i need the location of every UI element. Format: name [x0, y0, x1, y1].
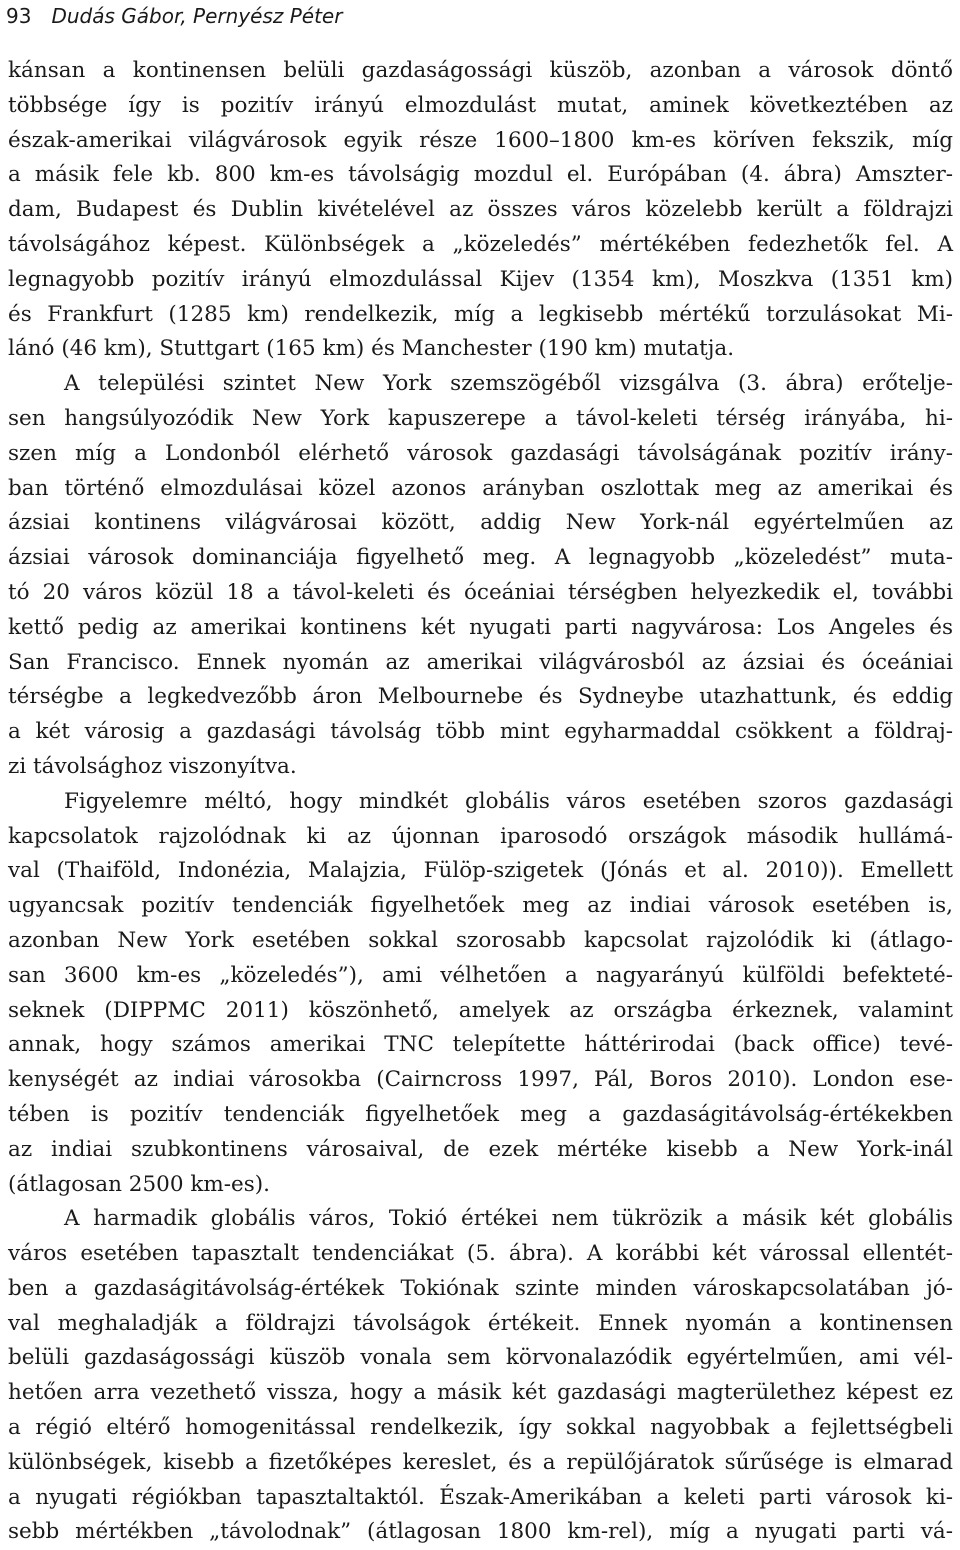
- text-line: a két városig a gazdasági távolság több mint egyharmaddal csökkent a földraj-: [8, 719, 953, 745]
- body-text: [8, 54, 953, 1550]
- text-line: észak-amerikai világvárosok egyik része 1600–1800 km-es köríven fekszik, míg: [8, 127, 953, 153]
- text-line: legnagyobb pozitív irányú elmozdulással Kijev (1354 km), Moszkva (1351 km): [8, 266, 953, 292]
- text-line: kapcsolatok rajzolódnak ki az újonnan iparosodó országok második hullámá-: [8, 823, 953, 849]
- text-line: ban történő elmozdulásai közel azonos arányban oszlottak meg az amerikai és: [8, 475, 953, 501]
- text-line: dam, Budapest és Dublin kivételével az összes város közelebb került a földrajzi: [8, 197, 953, 223]
- text-line: A harmadik globális város, Tokió értékei nem tükrözik a másik két globális: [64, 1206, 953, 1232]
- text-line: zi távolsághoz viszonyítva.: [8, 753, 297, 779]
- page-header: [6, 2, 342, 30]
- text-line: annak, hogy számos amerikai TNC telepítette háttérirodai (back office) tevé-: [8, 1032, 953, 1058]
- text-line: (átlagosan 2500 km-es).: [8, 1171, 270, 1197]
- text-line: a régió eltérő homogenitással rendelkezik, így sokkal nagyobbak a fejlettségbeli: [8, 1415, 953, 1441]
- text-line: kánsan a kontinensen belüli gazdaságossági küszöb, azonban a városok döntő: [8, 58, 953, 83]
- text-line: sen hangsúlyozódik New York kapuszerepe a távol-keleti térség irányába, hi-: [8, 405, 953, 431]
- text-line: város esetében tapasztalt tendenciákat (5. ábra). A korábbi két várossal ellentét-: [8, 1241, 953, 1267]
- running-head-authors: Dudás Gábor, Pernyész Péter: [51, 4, 343, 28]
- text-line: San Francisco. Ennek nyomán az amerikai világvárosból az ázsiai és óceániai: [8, 649, 953, 675]
- text-line: A települési szintet New York szemszögéből vizsgálva (3. ábra) erőtelje-: [64, 371, 953, 397]
- text-line: Figyelemre méltó, hogy mindkét globális város esetében szoros gazdasági: [64, 788, 953, 814]
- text-line: térségbe a legkedvezőbb áron Melbournebe és Sydneybe utazhattunk, és eddig: [8, 684, 953, 710]
- text-line: san 3600 km-es „közeledés”), ami vélhetően a nagyarányú külföldi befekteté-: [8, 962, 953, 988]
- text-line: kettő pedig az amerikai kontinens két nyugati parti nagyvárosa: Los Angeles és: [8, 614, 953, 640]
- text-line: sebb mértékben „távolodnak” (átlagosan 1800 km-rel), míg a nyugati parti vá-: [8, 1519, 953, 1545]
- text-line: val meghaladják a földrajzi távolságok értékeit. Ennek nyomán a kontinensen: [8, 1310, 953, 1336]
- text-line: a nyugati régiókban tapasztaltaktól. Észak-Amerikában a keleti parti városok ki-: [8, 1484, 953, 1510]
- text-line: különbségek, kisebb a fizetőképes kereslet, és a repülőjáratok sűrűsége is elmarad: [8, 1449, 953, 1475]
- text-line: tó 20 város közül 18 a távol-keleti és óceániai térségben helyezkedik el, további: [8, 579, 953, 605]
- text-line: ben a gazdaságitávolság-értékek Tokiónak szinte minden városkapcsolatában jó-: [8, 1275, 953, 1301]
- text-line: szen míg a Londonból elérhető városok gazdasági távolságának pozitív irány-: [8, 440, 953, 466]
- text-line: ázsiai városok dominanciája figyelhető meg. A legnagyobb „közeledést” muta-: [8, 545, 953, 571]
- text-line: lánó (46 km), Stuttgart (165 km) és Manchester (190 km) mutatja.: [8, 336, 735, 362]
- text-line: ugyancsak pozitív tendenciák figyelhetőek meg az indiai városok esetében is,: [8, 893, 953, 919]
- text-line: kenységét az indiai városokba (Cairncross 1997, Pál, Boros 2010). London ese-: [8, 1067, 953, 1093]
- text-line: az indiai szubkontinens városaival, de ezek mértéke kisebb a New York-inál: [8, 1136, 953, 1162]
- text-line: seknek (DIPPMC 2011) köszönhető, amelyek az országba érkeznek, valamint: [8, 997, 953, 1023]
- text-line: val (Thaiföld, Indonézia, Malajzia, Fülöp-szigetek (Jónás et al. 2010)). Emellett: [8, 858, 953, 884]
- text-line: belüli gazdaságossági küszöb vonala sem körvonalazódik egyértelműen, ami vél-: [8, 1345, 953, 1371]
- text-line: hetően arra vezethető vissza, hogy a másik két gazdasági magterülethez képest ez: [8, 1380, 953, 1406]
- text-line: távolságához képest. Különbségek a „közeledés” mértékében fedezhetők fel. A: [8, 231, 953, 257]
- page-number: 93: [6, 4, 32, 28]
- text-line: a másik fele kb. 800 km-es távolságig mozdul el. Európában (4. ábra) Amszter-: [8, 162, 953, 188]
- text-line: tében is pozitív tendenciák figyelhetőek meg a gazdaságitávolság-értékekben: [8, 1101, 953, 1127]
- text-line: többsége így is pozitív irányú elmozdulást mutat, aminek következtében az: [8, 92, 953, 118]
- text-line: ázsiai kontinens világvárosai között, addig New York-nál egyértelműen az: [8, 510, 953, 536]
- text-line: és Frankfurt (1285 km) rendelkezik, míg a legkisebb mértékű torzulásokat Mi-: [8, 301, 953, 327]
- text-line: azonban New York esetében sokkal szorosabb kapcsolat rajzolódik ki (átlago-: [8, 927, 953, 953]
